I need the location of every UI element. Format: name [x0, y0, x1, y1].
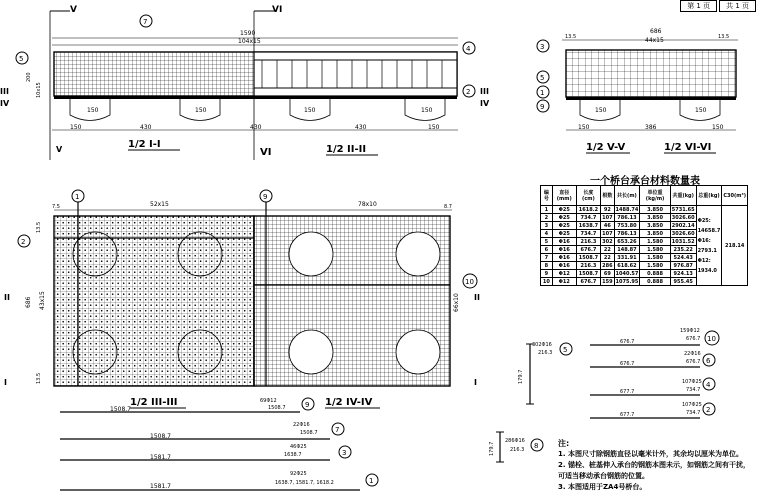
- bar2-len: 677.7: [620, 412, 635, 418]
- table-cell: Φ16: [552, 246, 576, 254]
- callout-3-bar: 3: [342, 449, 347, 457]
- table-cell: Φ12: [552, 278, 576, 286]
- total-phi12-value: 1934.0: [697, 267, 717, 274]
- side-dim-1: 386: [645, 124, 657, 131]
- side-total-width: 686: [650, 28, 662, 35]
- table-cell: 1: [541, 206, 553, 214]
- table-cell: 2902.14: [671, 222, 695, 229]
- pile-dim-4: 150: [421, 107, 433, 114]
- table-header-cell: 总重(kg): [696, 186, 722, 206]
- table-cell: 3.850: [640, 206, 670, 214]
- side-pile-dim-2: 150: [695, 107, 707, 114]
- table-cell: 3.850: [640, 230, 670, 238]
- note-2: 2. 锚栓、桩基伸入承台的钢筋本图未示，如钢筋之间有干扰，: [558, 461, 750, 469]
- mark-i-right: I: [474, 378, 477, 387]
- callout-1-plan: 1: [75, 193, 80, 201]
- table-header-cell: 共长(m): [614, 186, 640, 206]
- table-cell: 3.850: [640, 214, 670, 222]
- pile-dim-2: 150: [195, 107, 207, 114]
- bar4-dim: 734.7: [686, 387, 701, 393]
- plan-title-left: 1/2 III-III: [130, 397, 178, 408]
- table-header-cell: 编号: [541, 186, 553, 206]
- callout-6-bar: 6: [706, 357, 711, 365]
- callout-4-bar: 4: [706, 381, 711, 389]
- plan-edge-left: 7.5: [52, 204, 60, 210]
- callout-9-plan: 9: [263, 193, 268, 201]
- table-cell: 1508.7: [576, 270, 600, 278]
- mark-ii-left: II: [4, 293, 10, 302]
- bar9-dim: 1508.7: [268, 405, 286, 411]
- elev-dim-0: 150: [70, 124, 82, 131]
- table-body: [541, 206, 748, 286]
- callout-10-bar: 10: [707, 335, 716, 343]
- table-cell: Φ25: [552, 214, 576, 222]
- plan-left-edge-bottom: 13.5: [36, 372, 42, 384]
- bar6-dim: 676.7: [686, 359, 701, 365]
- side-dim-0: 150: [578, 124, 590, 131]
- table-cell: 331.91: [614, 254, 640, 262]
- table-cell: 0.888: [640, 270, 670, 278]
- mark-iv-left: IV: [0, 99, 10, 108]
- mark-ii-right: II: [474, 293, 480, 302]
- table-cell: 1.580: [640, 246, 670, 254]
- table-header-cell: 直径(mm): [552, 186, 576, 206]
- table-cell: 924.13: [670, 270, 696, 278]
- plan-bars-right: 78x10: [358, 201, 377, 208]
- table-header-cell: C30(m³): [722, 186, 748, 206]
- bar7-len: 1508.7: [150, 433, 171, 440]
- side-title-left: 1/2 V-V: [586, 142, 626, 153]
- plan-edge-right: 8.7: [444, 204, 452, 210]
- table-cell: 8: [541, 262, 553, 270]
- mark-i-left: I: [4, 378, 7, 387]
- callout-1-side: 1: [540, 89, 545, 97]
- elevation-view: [0, 5, 490, 160]
- callout-10-plan: 10: [465, 278, 474, 286]
- elev-dim-4: 150: [428, 124, 440, 131]
- table-cell: 976.87: [670, 262, 696, 270]
- side-view: [537, 28, 738, 153]
- table-cell: Φ25: [552, 222, 576, 230]
- table-cell: 1638.7: [576, 222, 600, 230]
- table-header-cell: 根数: [601, 186, 614, 206]
- table-cell: 235.22: [670, 246, 696, 254]
- bar3-label: 46Φ25: [290, 444, 307, 450]
- table-cell: 286: [602, 262, 613, 269]
- section-v-bottom: V: [56, 145, 63, 154]
- pile-dim-1: 150: [87, 107, 99, 114]
- table-cell: 786.13: [614, 214, 640, 222]
- table-cell: 69: [601, 270, 614, 278]
- bar1-len: 1581.7: [150, 483, 171, 490]
- table-cell: 6: [541, 246, 553, 254]
- side-edge-left: 13.5: [565, 34, 577, 40]
- elev-total-width: 1590: [240, 30, 256, 37]
- elev-dim-3: 430: [355, 124, 367, 131]
- table-cell: 216.3: [576, 238, 600, 246]
- bar8-label: 286Φ16: [505, 438, 525, 444]
- table-cell: 1618.2: [576, 206, 600, 214]
- table-cell: 618.62: [614, 262, 640, 270]
- page-label: 第 1 页: [680, 0, 717, 12]
- elev-height-200: 200: [26, 72, 32, 82]
- callout-8-bar: 8: [534, 442, 539, 450]
- bar2-dim: 734.7: [686, 410, 701, 416]
- plan-bars-left: 52x15: [150, 201, 169, 208]
- table-cell: 5731.65: [671, 206, 695, 213]
- table-cell: 3026.60: [671, 214, 695, 221]
- callout-5-elev: 5: [19, 55, 24, 63]
- table-header-row: [541, 186, 748, 206]
- table-cell: 92: [601, 206, 614, 214]
- callout-7-bar: 7: [335, 426, 340, 434]
- table-cell: 3.850: [640, 222, 670, 230]
- table-cell: 1075.95: [615, 278, 639, 285]
- total-label: 共 1 页: [719, 0, 756, 12]
- plan-title-right: 1/2 IV-IV: [325, 397, 373, 408]
- callout-5-bar: 5: [563, 346, 568, 354]
- table-cell: 3026.60: [671, 230, 695, 237]
- table-cell: Φ12: [552, 270, 576, 278]
- table-cell: 216.3: [576, 262, 600, 270]
- table-header-cell: 长度(cm): [576, 186, 600, 206]
- table-header-cell: 单位重(kg/m): [640, 186, 670, 206]
- section-vi-bottom: VI: [260, 147, 272, 158]
- table-cell: 22: [601, 254, 614, 262]
- table-cell: 1488.74: [615, 206, 639, 213]
- note-1: 1. 本图尺寸除钢筋直径以毫米计外，其余均以厘米为单位。: [558, 450, 743, 458]
- side-bars-label: 44x15: [645, 37, 664, 44]
- table-cell: 7: [541, 254, 553, 262]
- bar6-len: 676.7: [620, 361, 635, 367]
- section-vi-top: VI: [272, 5, 283, 15]
- elev-height-bars: 10x15: [36, 82, 42, 98]
- total-weight-cell: [696, 206, 722, 286]
- elev-title-right: 1/2 II-II: [326, 144, 367, 155]
- table-cell: 302: [602, 238, 613, 245]
- notes-label: 注:: [558, 439, 570, 448]
- side-edge-right: 13.5: [718, 34, 730, 40]
- table-header-cell: 共重(kg): [670, 186, 696, 206]
- table-cell: 734.7: [576, 214, 600, 222]
- bar9-label: 69Φ12: [260, 398, 277, 404]
- bar2-label: 107Φ25: [682, 402, 702, 408]
- bar6-label: 22Φ16: [684, 351, 701, 357]
- mark-iii-left: III: [0, 87, 9, 96]
- table-cell: 1040.57: [615, 270, 639, 277]
- table-cell: 676.7: [576, 278, 600, 286]
- elev-bars-label: 104x15: [238, 38, 261, 45]
- callout-2-elev: 2: [466, 88, 471, 96]
- plan-view: [4, 190, 480, 408]
- table-cell: 955.45: [670, 278, 696, 286]
- bar10-label: 159Φ12: [680, 328, 700, 334]
- plan-left-total: 686: [25, 296, 32, 308]
- callout-2-plan: 2: [21, 238, 26, 246]
- table-cell: 107: [602, 230, 613, 237]
- mark-iv-right: IV: [480, 99, 490, 108]
- bar10-dim: 676.7: [686, 336, 701, 342]
- total-phi16-label: Φ16:: [697, 237, 711, 244]
- note-3: 可适当移动承台钢筋的位置。: [558, 472, 649, 480]
- table-cell: 653.26: [614, 238, 640, 246]
- side-dim-2: 150: [712, 124, 724, 131]
- total-phi16-value: 2793.1: [697, 247, 717, 254]
- bar9-len: 1508.7: [110, 406, 131, 413]
- bar3-dim: 1638.7: [284, 452, 302, 458]
- table-cell: 734.7: [576, 230, 600, 238]
- table-cell: 46: [601, 222, 614, 230]
- bar4-len: 677.7: [620, 389, 635, 395]
- callout-3-side: 3: [540, 43, 545, 51]
- table-cell: 22: [601, 246, 614, 254]
- table-cell: 10: [541, 278, 553, 286]
- table-cell: 1.580: [640, 254, 670, 262]
- table-cell: 2: [541, 214, 553, 222]
- elev-title-left: 1/2 I-I: [128, 139, 161, 150]
- callout-7: 7: [143, 18, 148, 26]
- bar7-label: 22Φ16: [293, 422, 310, 428]
- total-phi25-label: Φ25:: [697, 217, 711, 224]
- bar5-label: 302Φ16: [532, 342, 552, 348]
- bar5-dim: 216.3: [538, 350, 553, 356]
- concrete-volume-cell: 218.14: [722, 206, 748, 286]
- table-cell: 3: [541, 222, 553, 230]
- note-4: 3. 本图适用于ZA4号桥台。: [558, 483, 647, 491]
- callout-4-elev: 4: [466, 45, 471, 53]
- callout-9-bar: 9: [305, 401, 310, 409]
- table-cell: 786.13: [614, 230, 640, 238]
- bar3-len: 1581.7: [150, 454, 171, 461]
- pile-dim-3: 150: [304, 107, 316, 114]
- table-cell: 1031.52: [671, 238, 695, 245]
- table-cell: 524.43: [670, 254, 696, 262]
- table-cell: 0.888: [640, 278, 670, 286]
- elev-dim-1: 430: [140, 124, 152, 131]
- bar8-dim: 216.3: [510, 447, 525, 453]
- table-cell: 148.87: [614, 246, 640, 254]
- total-phi25-value: 14658.7: [697, 227, 721, 234]
- material-table: [540, 185, 748, 286]
- table-cell: 676.7: [576, 246, 600, 254]
- table-cell: 159: [602, 278, 613, 285]
- table-cell: Φ25: [552, 230, 576, 238]
- mark-iii-right: III: [480, 87, 489, 96]
- side-pile-dim-1: 150: [595, 107, 607, 114]
- notes-block: [558, 438, 750, 493]
- bar7-dim: 1508.7: [300, 430, 318, 436]
- bar8-height: 179.7: [489, 441, 495, 456]
- callout-9-side: 9: [540, 103, 545, 111]
- bar1-label: 92Φ25: [290, 471, 307, 477]
- plan-left-edge-top: 13.5: [36, 221, 42, 233]
- table-cell: Φ25: [552, 206, 576, 214]
- table-cell: Φ16: [552, 238, 576, 246]
- table-cell: Φ16: [552, 262, 576, 270]
- table-row: [541, 206, 748, 214]
- table-cell: 4: [541, 230, 553, 238]
- table-cell: Φ16: [552, 254, 576, 262]
- bar5-height: 179.7: [518, 369, 524, 384]
- table-cell: 5: [541, 238, 553, 246]
- table-cell: 9: [541, 270, 553, 278]
- callout-5-side: 5: [540, 74, 545, 82]
- callout-2-bar: 2: [706, 406, 711, 414]
- bar1-dim: 1638.7, 1581.7, 1618.2: [275, 480, 334, 486]
- long-bars: [60, 398, 378, 490]
- table-cell: 1.580: [640, 238, 670, 246]
- table-cell: 1.580: [640, 262, 670, 270]
- total-phi12-label: Φ12:: [697, 257, 711, 264]
- table-title: 一个桥台承台材料数量表: [590, 176, 700, 187]
- plan-right-bars: 66x10: [453, 293, 460, 312]
- bar4-label: 107Φ25: [682, 379, 702, 385]
- bar10-len: 676.7: [620, 339, 635, 345]
- section-v-top: V: [70, 5, 77, 15]
- elev-dim-2: 430: [250, 124, 262, 131]
- side-title-right: 1/2 VI-VI: [664, 142, 712, 153]
- table-cell: 753.80: [614, 222, 640, 230]
- table-cell: 107: [602, 214, 613, 221]
- plan-left-bars: 43x15: [39, 291, 46, 310]
- table-cell: 1508.7: [576, 254, 600, 262]
- callout-1-bar: 1: [369, 477, 374, 485]
